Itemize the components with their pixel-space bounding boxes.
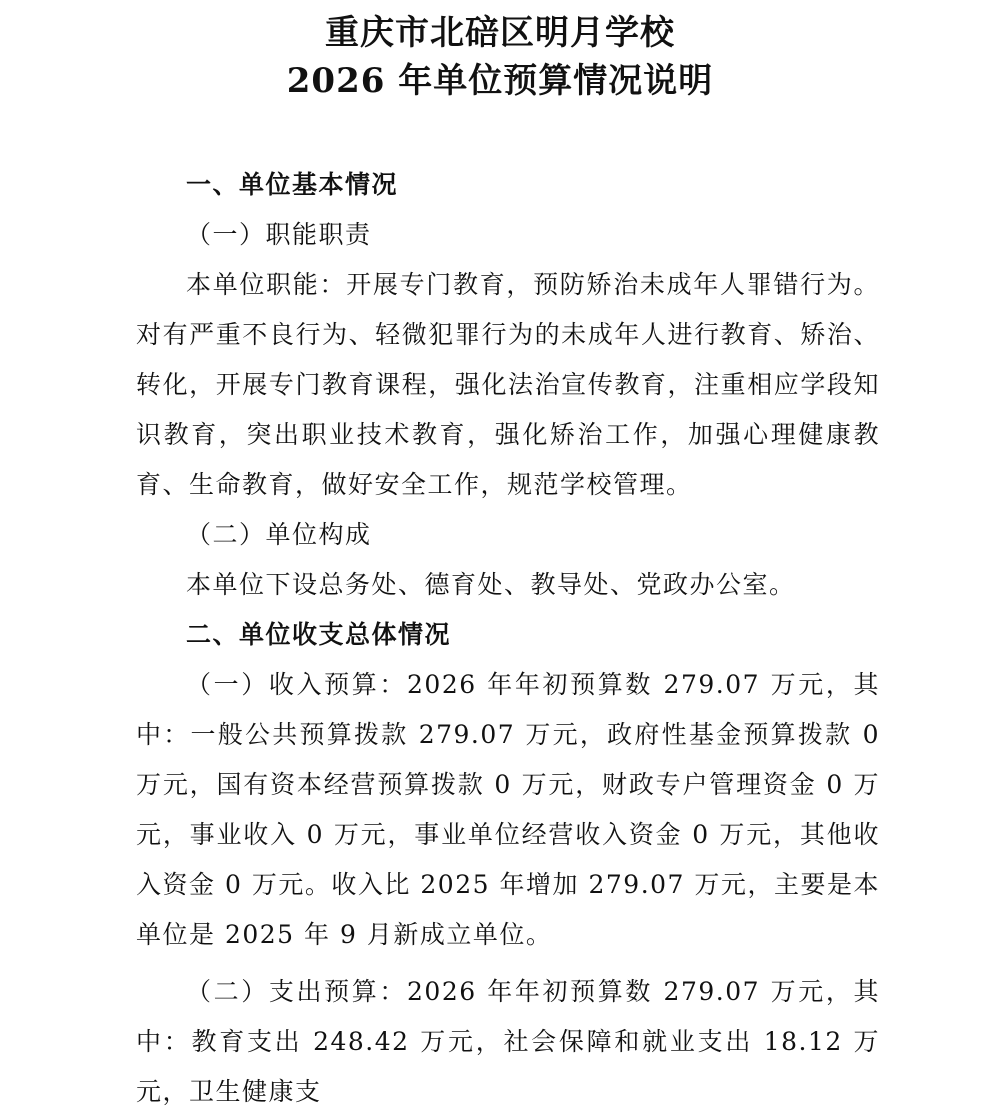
subsection-heading-composition: （二）单位构成: [186, 520, 372, 549]
document-body: [136, 160, 880, 1117]
paragraph-composition: 本单位下设总务处、德育处、教导处、党政办公室。: [186, 570, 796, 599]
subsection-heading-functions: （一）职能职责: [186, 220, 372, 249]
section-heading-basic-info: 一、单位基本情况: [186, 170, 399, 199]
document-title-line2: 2026 年单位预算情况说明: [286, 61, 714, 101]
section-heading-budget-overview: 二、单位收支总体情况: [186, 620, 452, 649]
document-title-line1: 重庆市北碚区明月学校: [325, 13, 675, 53]
paragraph-expenditure-budget: （二）支出预算：2026 年年初预算数 279.07 万元，其中：教育支出 248.42 万元，社会保障和就业支出 18.12 万元，卫生健康支: [136, 977, 880, 1106]
paragraph-income-budget: （一）收入预算：2026 年年初预算数 279.07 万元，其中：一般公共预算拨款 279.07 万元，政府性基金预算拨款 0 万元，国有资本经营预算拨款 0 万元，财政专户管理资金 0 万元，事业收入 0 万元，事业单位经营收入资金 0 万元，其他收入资金 0 万元。收入比 2025 年增加 279.07 万元，主要是本单位是 2025 年 9 月新成立单位。: [136, 670, 880, 949]
paragraph-functions: 本单位职能：开展专门教育，预防矫治未成年人罪错行为。对有严重不良行为、轻微犯罪行为的未成年人进行教育、矫治、转化，开展专门教育课程，强化法治宣传教育，注重相应学段知识教育，突出职业技术教育，强化矫治工作，加强心理健康教育、生命教育，做好安全工作，规范学校管理。: [136, 270, 880, 499]
